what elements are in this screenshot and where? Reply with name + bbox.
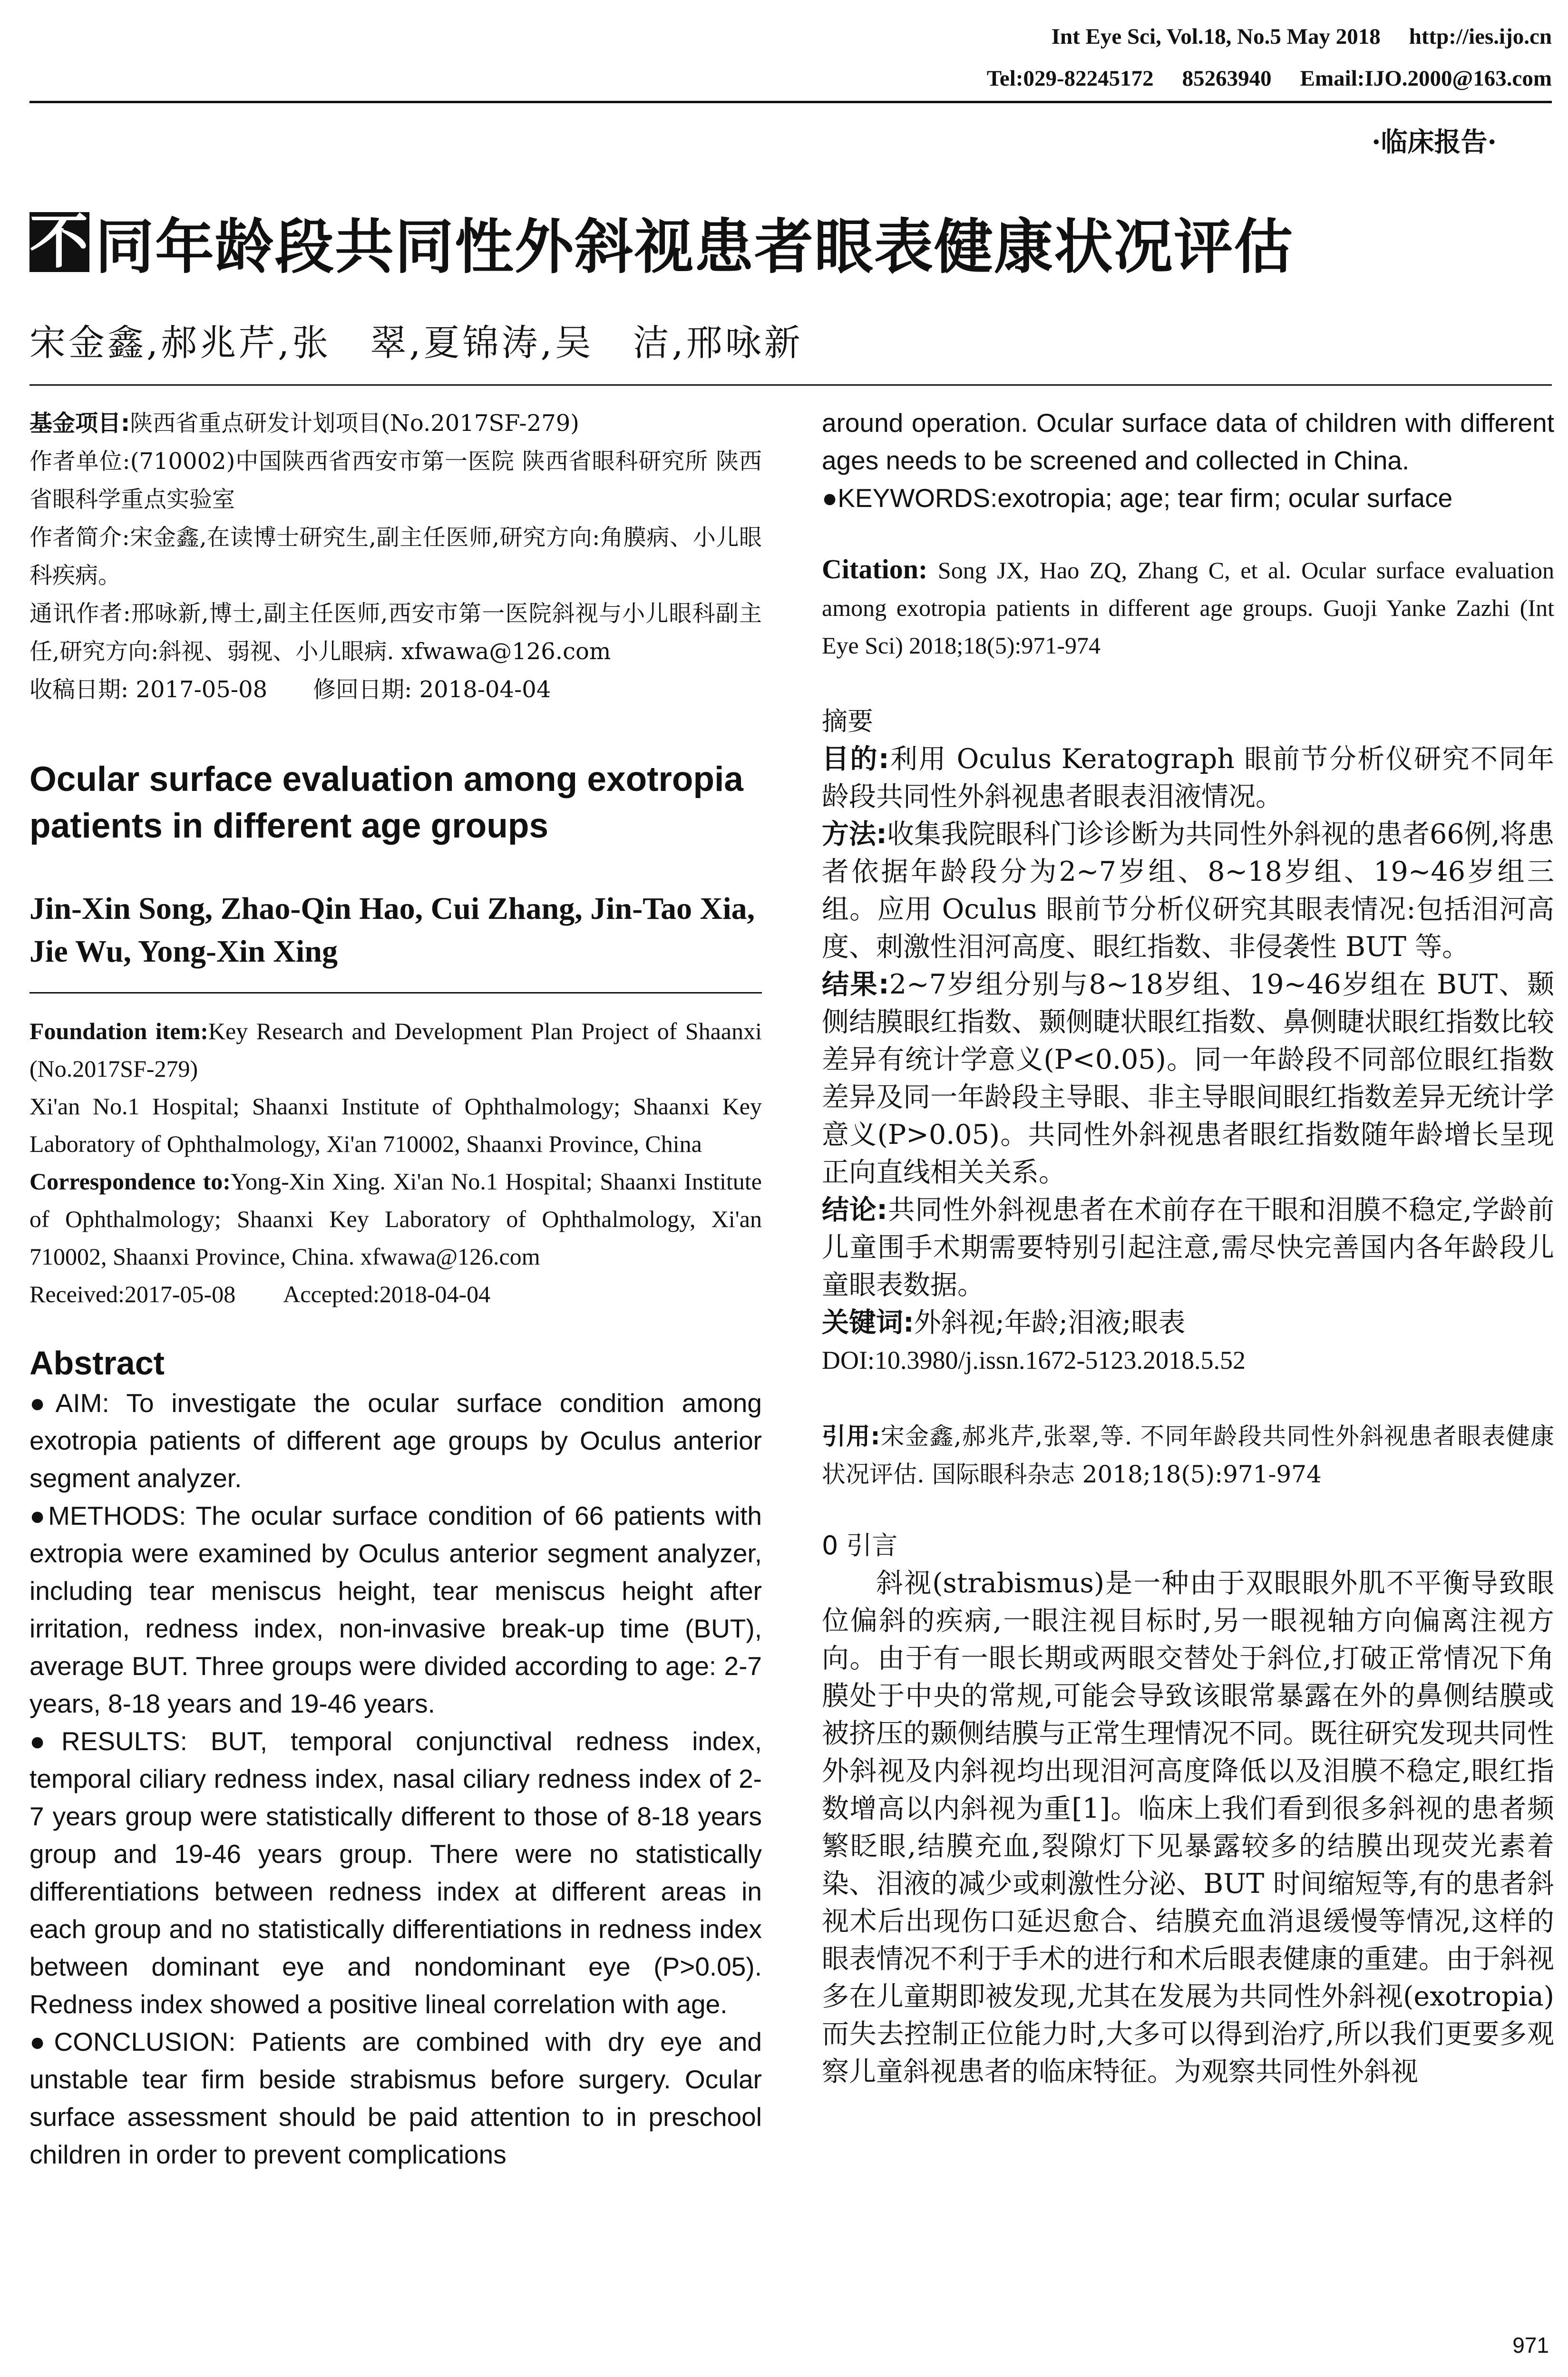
methods-cn-text: 收集我院眼科门诊诊断为共同性外斜视的患者66例,将患者依据年龄段分为2~7岁组、8~18岁组、19~46岁组三组。应用 Oculus 眼前节分析仪研究其眼表情况:包括泪河高度、刺激性泪河高度、眼红指数、非侵袭性 BUT 等。	[822, 818, 1555, 963]
journal-url[interactable]: http://ies.ijo.cn	[1409, 24, 1552, 49]
corr-label: 通讯作者:	[29, 600, 131, 627]
doi[interactable]: DOI:10.3980/j.issn.1672-5123.2018.5.52	[822, 1346, 1246, 1374]
journal-email[interactable]: Email:IJO.2000@163.com	[1300, 66, 1552, 91]
keywords-cn	[822, 1304, 1554, 1342]
page-number: 971	[1512, 2333, 1549, 2358]
keywords-text: exotropia; age; tear firm; ocular surface	[997, 483, 1453, 513]
corr-info	[29, 594, 762, 671]
bio-info	[29, 518, 762, 594]
header-rule	[29, 101, 1552, 103]
abstract-cn-heading: 摘要	[822, 706, 873, 736]
keywords-en	[822, 479, 1554, 517]
bio-text: 宋金鑫,在读博士研究生,副主任医师,研究方向:角膜病、小儿眼科疾病。	[29, 524, 762, 589]
keywords-label: ●KEYWORDS:	[822, 483, 998, 513]
journal-tel: Tel:029-82245172	[986, 66, 1154, 91]
foundation-text: Key Research and Development Plan Project of Shaanxi (No.2017SF-279)	[29, 1018, 762, 1082]
fund-info	[29, 404, 762, 442]
conclusion-text: Patients are combined with dry eye and unstable tear firm beside strabismus before surgery. Ocular surface assessment should be paid attention to in preschool children in order to prevent complications	[29, 2027, 762, 2169]
abstract-conclusion	[29, 2023, 762, 2173]
right-column	[822, 404, 1554, 2091]
citation-text: Song JX, Hao ZQ, Zhang C, et al. Ocular surface evaluation among exotropia patients in different age groups. Guoji Yanke Zazhi (Int Eye Sci) 2018;18(5):971-974	[822, 557, 1555, 659]
results-cn	[822, 966, 1554, 1191]
correspondence-label: Correspondence to:	[29, 1168, 231, 1195]
journal-tel2: 85263940	[1182, 66, 1272, 91]
affiliation: Xi'an No.1 Hospital; Shaanxi Institute of Ophthalmology; Shaanxi Key Laboratory of Ophthalmology, Xi'an 710002, Shaanxi Province, China	[29, 1093, 762, 1157]
abstract-heading: Abstract	[29, 1344, 165, 1382]
methods-cn-label: 方法:	[822, 818, 887, 850]
abstract-aim	[29, 1384, 762, 1497]
methods-label: ●METHODS:	[29, 1501, 186, 1530]
left-column	[29, 404, 762, 2173]
title-rule	[29, 384, 1552, 386]
citation-cn	[822, 1417, 1554, 1493]
foundation-label: Foundation item:	[29, 1018, 208, 1044]
aim-cn-label: 目的:	[822, 743, 889, 775]
aim-cn	[822, 740, 1554, 816]
received-accepted: Received:2017-05-08 Accepted:2018-04-04	[29, 1281, 491, 1307]
citation-label: Citation:	[822, 554, 928, 585]
citation-cn-label: 引用:	[822, 1422, 880, 1450]
correspondence	[29, 1163, 762, 1276]
conclusion-cn	[822, 1191, 1554, 1304]
results-cn-label: 结果:	[822, 969, 889, 1000]
aim-cn-text: 利用 Oculus Keratograph 眼前节分析仪研究不同年龄段共同性外斜视患者眼表泪液情况。	[822, 743, 1554, 812]
unit-info	[29, 442, 762, 518]
foundation-item	[29, 1013, 762, 1088]
abstract-results	[29, 1723, 762, 2023]
conclusion-cn-label: 结论:	[822, 1194, 888, 1226]
bio-label: 作者简介:	[29, 524, 130, 551]
aim-text: To investigate the ocular surface condition among exotropia patients of different age groups by Oculus anterior segment analyzer.	[29, 1388, 762, 1493]
journal-citation: Int Eye Sci, Vol.18, No.5 May 2018	[1051, 24, 1381, 49]
title-text: 同年龄段共同性外斜视患者眼表健康状况评估	[95, 213, 1294, 282]
fund-text: 陕西省重点研发计划项目(No.2017SF-279)	[130, 410, 579, 437]
results-label: ●RESULTS:	[29, 1726, 187, 1756]
abstract-methods	[29, 1497, 762, 1723]
keywords-cn-label: 关键词:	[822, 1307, 914, 1338]
authors-chinese: 宋金鑫,郝兆芹,张 翠,夏锦涛,吴 洁,邢咏新	[29, 321, 803, 364]
keywords-cn-text: 外斜视;年龄;泪液;眼表	[914, 1307, 1186, 1338]
correspondence-text: Yong-Xin Xing. Xi'an No.1 Hospital; Shaanxi Institute of Ophthalmology; Shaanxi Key Laboratory of Ophthalmology, Xi'an 710002, Shaanxi Province, China. xfwawa@126.com	[29, 1168, 762, 1270]
unit-label: 作者单位:	[29, 448, 130, 475]
running-header-line1	[1052, 24, 1552, 49]
section-tag: ·临床报告·	[1372, 127, 1497, 158]
conclusion-label: ●CONCLUSION:	[29, 2027, 236, 2056]
english-title: Ocular surface evaluation among exotropia patients in different age groups	[29, 760, 743, 845]
article-title	[29, 200, 1294, 284]
aim-label: ●AIM:	[29, 1388, 109, 1418]
citation-cn-text: 宋金鑫,郝兆芹,张翠,等. 不同年龄段共同性外斜视患者眼表健康状况评估. 国际眼科杂志 2018;18(5):971-974	[822, 1422, 1554, 1488]
title-initial-box: 不	[29, 208, 90, 276]
results-cn-text: 2~7岁组分别与8~18岁组、19~46岁组在 BUT、颞侧结膜眼红指数、颞侧睫状眼红指数、鼻侧睫状眼红指数比较差异有统计学意义(P<0.05)。同一年龄段不同部位眼红指数差异及同一年龄段主导眼、非主导眼间眼红指数差异无统计学意义(P>0.05)。共同性外斜视患者眼红指数随年龄增长呈现正向直线相关关系。	[822, 969, 1554, 1188]
methods-text: The ocular surface condition of 66 patients with extropia were examined by Oculus anterior segment analyzer, including tear meniscus height, tear meniscus height after irritation, redness index, non-invasive break-up time (BUT), average BUT. Three groups were divided according to age: 2-7 years, 8-18 years and 19-46 years.	[29, 1501, 762, 1718]
conclusion-continued: around operation. Ocular surface data of children with different ages needs to be screened and collected in China.	[822, 408, 1554, 475]
methods-cn	[822, 816, 1554, 966]
intro-heading: 0 引言	[822, 1530, 898, 1560]
fund-label: 基金项目:	[29, 410, 130, 437]
english-authors: Jin-Xin Song, Zhao-Qin Hao, Cui Zhang, Jin-Tao Xia, Jie Wu, Yong-Xin Xing	[29, 891, 755, 969]
intro-text: 斜视(strabismus)是一种由于双眼眼外肌不平衡导致眼位偏斜的疾病,一眼注视目标时,另一眼视轴方向偏离注视方向。由于有一眼长期或两眼交替处于斜位,打破正常情况下角膜处于中央的常规,可能会导致该眼常暴露在外的鼻侧结膜或被挤压的颞侧结膜与正常生理情况不同。既往研究发现共同性外斜视及内斜视均出现泪河高度降低以及泪膜不稳定,眼红指数增高以内斜视为重[1]。临床上我们看到很多斜视的患者频繁眨眼,结膜充血,裂隙灯下见暴露较多的结膜出现荧光素着染、泪液的减少或刺激性分泌、BUT 时间缩短等,有的患者斜视术后出现伤口延迟愈合、结膜充血消退缓慢等情况,这样的眼表情况不利于手术的进行和术后眼表健康的重建。由于斜视多在儿童期即被发现,尤其在发展为共同性外斜视(exotropia)而失去控制正位能力时,大多可以得到治疗,所以我们更要多观察儿童斜视患者的临床特征。为观察共同性外斜视	[822, 1568, 1554, 2087]
unit-text: (710002)中国陕西省西安市第一医院 陕西省眼科研究所 陕西省眼科学重点实验室	[29, 448, 762, 513]
citation-en	[822, 550, 1554, 664]
dates-cn: 收稿日期: 2017-05-08 修回日期: 2018-04-04	[29, 676, 551, 703]
corr-text: 邢咏新,博士,副主任医师,西安市第一医院斜视与小儿眼科副主任,研究方向:斜视、弱视、小儿眼病. xfwawa@126.com	[29, 600, 762, 665]
results-text: BUT, temporal conjunctival redness index, temporal ciliary redness index, nasal ciliary redness index of 2-7 years group were statistically different to those of 8-18 years group and 19-46 years group. There were no statistically differentiations between redness index at different areas in each group and no statistically differentiations in redness index between dominant eye and nondominant eye (P>0.05). Redness index showed a positive lineal correlation with age.	[29, 1726, 762, 2019]
conclusion-cn-text: 共同性外斜视患者在术前存在干眼和泪膜不稳定,学龄前儿童围手术期需要特别引起注意,需尽快完善国内各年龄段儿童眼表数据。	[822, 1194, 1554, 1301]
running-header-line2	[987, 66, 1552, 91]
